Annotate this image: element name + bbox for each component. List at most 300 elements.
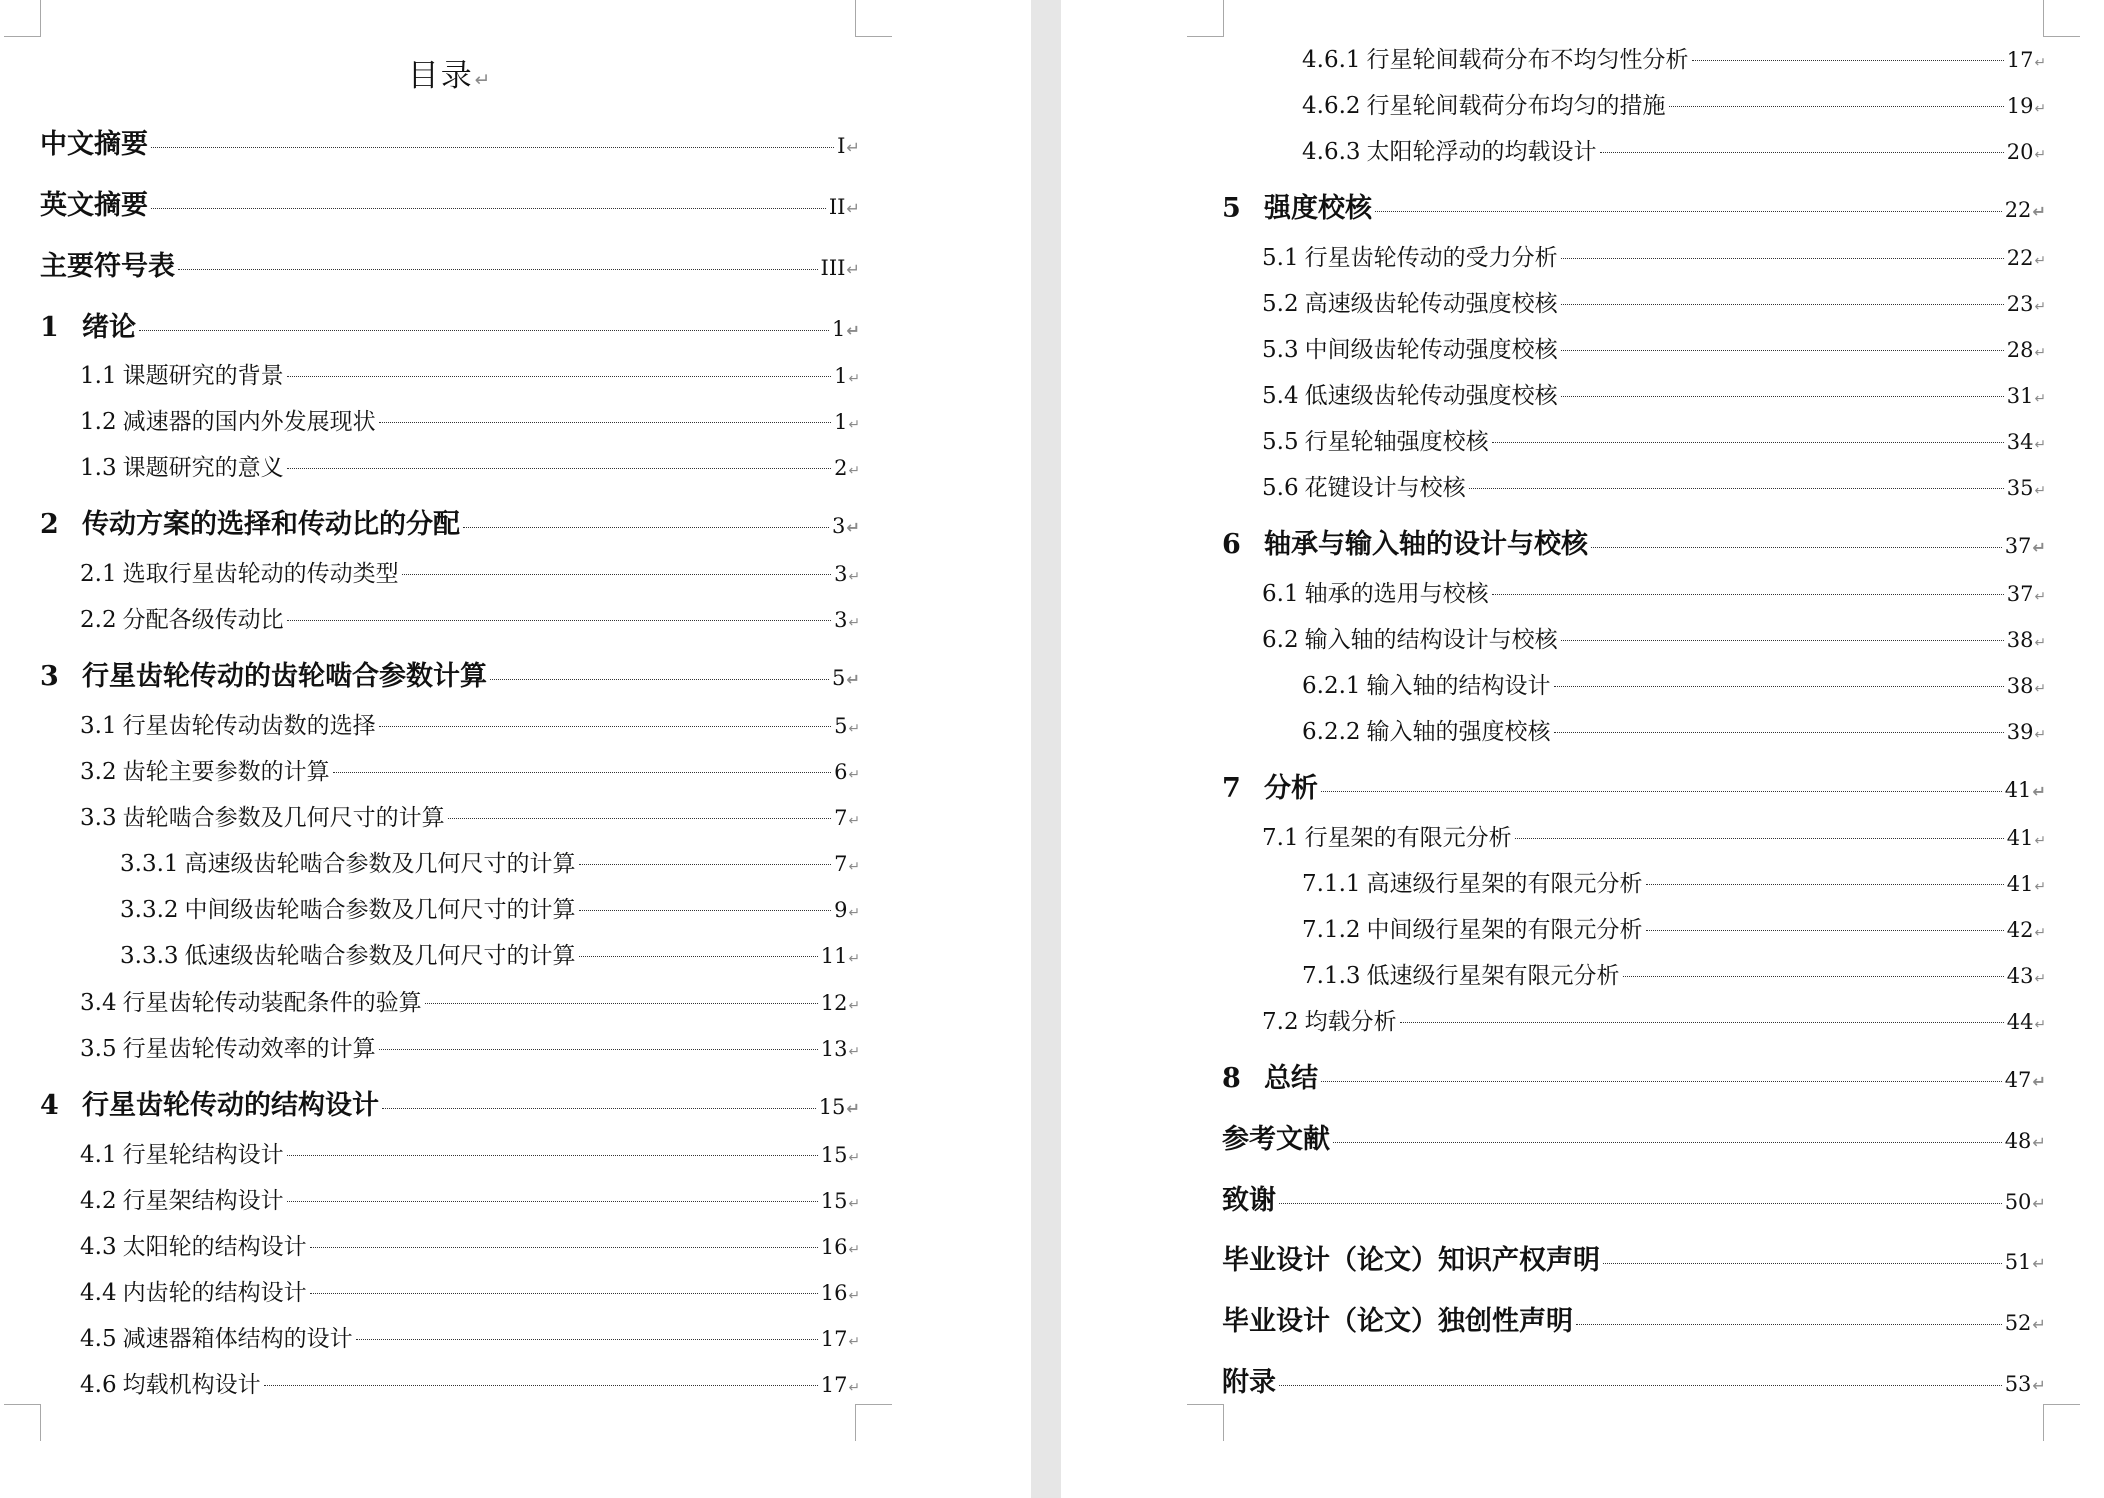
toc-page-number: 34	[2006, 430, 2034, 454]
toc-entry-number: 4.4	[80, 1280, 117, 1306]
toc-dot-leader	[1646, 884, 2004, 885]
toc-dot-leader	[1469, 488, 2004, 489]
toc-page-number: 15	[818, 1095, 846, 1119]
crop-mark	[2043, 1404, 2080, 1441]
toc-page-number: 41	[2004, 778, 2032, 802]
toc-page-number: 16	[820, 1235, 848, 1259]
toc-page-number: 53	[2004, 1372, 2032, 1396]
toc-page-number: 15	[820, 1143, 848, 1167]
toc-entry[interactable]	[40, 661, 860, 692]
toc-entry-number: 6	[1222, 529, 1241, 560]
toc-entry-title: 绪论	[82, 312, 136, 343]
crop-mark	[4, 1404, 41, 1441]
toc-entry-number: 8	[1222, 1063, 1241, 1094]
toc-entry-title: 高速级齿轮啮合参数及几何尺寸的计算	[184, 851, 576, 877]
paragraph-mark: ↵	[846, 670, 860, 689]
toc-entry-number: 1.2	[80, 409, 117, 435]
toc-entry[interactable]	[40, 312, 860, 343]
toc-page-number: III	[820, 256, 846, 280]
toc-dot-leader	[382, 1108, 816, 1109]
toc-dot-leader	[463, 527, 829, 528]
toc-page-number: 38	[2006, 674, 2034, 698]
toc-entry-title: 课题研究的意义	[122, 455, 284, 481]
toc-entry-number: 2.2	[80, 607, 117, 633]
toc-entry-title: 输入轴的结构设计	[1366, 673, 1551, 699]
toc-entry-number: 3.2	[80, 759, 117, 785]
toc-dot-leader	[448, 818, 831, 819]
paragraph-mark: ↵	[848, 463, 860, 479]
toc-entry[interactable]	[40, 509, 860, 540]
toc-entry-number: 3.3	[80, 805, 117, 831]
paragraph-mark: ↵	[848, 1288, 860, 1304]
toc-page-number: I	[837, 134, 846, 158]
toc-entry[interactable]	[80, 713, 860, 739]
toc-entry-title: 行星齿轮传动的结构设计	[82, 1090, 379, 1121]
toc-title: 目录↵	[407, 58, 493, 94]
toc-entry[interactable]	[80, 759, 860, 785]
toc-entry[interactable]	[80, 990, 860, 1016]
toc-dot-leader	[490, 679, 829, 680]
paragraph-mark: ↵	[846, 1099, 860, 1118]
toc-entry-title: 强度校核	[1264, 193, 1372, 224]
toc-dot-leader	[178, 269, 818, 270]
toc-entry-number: 5	[1222, 193, 1241, 224]
toc-entry[interactable]	[120, 851, 860, 877]
toc-entry-number: 5.2	[1262, 291, 1299, 317]
paragraph-mark: ↵	[2034, 391, 2046, 407]
paragraph-mark: ↵	[2032, 538, 2046, 557]
toc-entry[interactable]	[1262, 291, 2046, 317]
toc-dot-leader	[264, 1385, 818, 1386]
toc-entry-number: 6.1	[1262, 581, 1299, 607]
toc-dot-leader	[1646, 930, 2004, 931]
toc-entry-number: 1.3	[80, 455, 117, 481]
toc-entry[interactable]	[1302, 47, 2046, 73]
toc-entry-number: 6.2.2	[1302, 719, 1361, 745]
toc-entry[interactable]	[1302, 139, 2046, 165]
toc-entry-number: 6.2	[1262, 627, 1299, 653]
toc-entry[interactable]	[1262, 581, 2046, 607]
toc-page-number: II	[828, 195, 846, 219]
toc-page-number: 15	[820, 1189, 848, 1213]
toc-page-number: 47	[2004, 1068, 2032, 1092]
toc-entry-title: 行星齿轮传动的齿轮啮合参数计算	[82, 661, 487, 692]
toc-dot-leader	[1279, 1385, 2002, 1386]
toc-page-number: 3	[834, 608, 848, 632]
toc-page-number: 5	[832, 666, 846, 690]
toc-page-number: 39	[2006, 720, 2034, 744]
toc-dot-leader	[1375, 211, 2002, 212]
toc-dot-leader	[287, 1155, 818, 1156]
toc-entry[interactable]	[40, 1090, 860, 1121]
toc-dot-leader	[379, 422, 831, 423]
toc-entry[interactable]	[80, 1372, 860, 1398]
paragraph-mark: ↵	[2034, 971, 2046, 987]
toc-entry[interactable]	[1262, 1009, 2046, 1035]
paragraph-mark: ↵	[2032, 782, 2046, 801]
toc-page-number: 7	[834, 852, 848, 876]
toc-entry[interactable]	[1262, 429, 2046, 455]
paragraph-mark: ↵	[848, 1380, 860, 1396]
toc-entry[interactable]	[80, 1188, 860, 1214]
paragraph-mark: ↵	[2034, 299, 2046, 315]
toc-entry-number: 4.5	[80, 1326, 117, 1352]
paragraph-mark: ↵	[848, 1044, 860, 1060]
toc-entry-title: 行星轮轴强度校核	[1304, 429, 1489, 455]
toc-page-number: 9	[834, 898, 848, 922]
paragraph-mark: ↵	[2034, 253, 2046, 269]
toc-entry[interactable]	[80, 1280, 860, 1306]
paragraph-mark: ↵	[2034, 147, 2046, 163]
paragraph-mark: ↵	[848, 417, 860, 433]
toc-entry-title: 行星轮间载荷分布不均匀性分析	[1366, 47, 1689, 73]
paragraph-mark: ↵	[2034, 345, 2046, 361]
paragraph-mark: ↵	[846, 199, 860, 218]
toc-entry-number: 4.2	[80, 1188, 117, 1214]
toc-entry[interactable]	[1222, 1245, 2046, 1276]
toc-entry-number: 4	[40, 1090, 59, 1121]
toc-entry-number: 5.4	[1262, 383, 1299, 409]
toc-dot-leader	[333, 772, 831, 773]
paragraph-mark: ↵	[848, 1334, 860, 1350]
toc-entry-title: 行星齿轮传动效率的计算	[122, 1036, 376, 1062]
paragraph-mark: ↵	[848, 998, 860, 1014]
toc-entry[interactable]	[1302, 871, 2046, 897]
toc-entry-number: 4.3	[80, 1234, 117, 1260]
toc-entry[interactable]	[80, 1036, 860, 1062]
toc-entry[interactable]	[80, 363, 860, 389]
toc-page-number: 17	[2006, 48, 2034, 72]
paragraph-mark: ↵	[848, 569, 860, 585]
toc-dot-leader	[1561, 258, 2004, 259]
toc-page-number: 23	[2006, 292, 2034, 316]
toc-dot-leader	[1561, 350, 2004, 351]
toc-entry-number: 3.1	[80, 713, 117, 739]
toc-dot-leader	[1279, 1203, 2002, 1204]
paragraph-mark: ↵	[848, 905, 860, 921]
toc-page-number: 1	[832, 317, 846, 341]
paragraph-mark: ↵	[2034, 589, 2046, 605]
toc-entry-title: 低速级齿轮传动强度校核	[1304, 383, 1558, 409]
toc-entry[interactable]	[80, 409, 860, 435]
paragraph-mark: ↵	[848, 859, 860, 875]
toc-page-number: 3	[832, 514, 846, 538]
toc-entry-title: 附录	[1222, 1367, 1276, 1398]
toc-entry-number: 1	[40, 312, 59, 343]
toc-entry-title: 分析	[1264, 773, 1318, 804]
toc-page-number: 22	[2004, 198, 2032, 222]
toc-dot-leader	[310, 1293, 818, 1294]
paragraph-mark: ↵	[2032, 1133, 2046, 1152]
toc-dot-leader	[1603, 1263, 2002, 1264]
toc-entry-title: 课题研究的背景	[122, 363, 284, 389]
paragraph-mark: ↵	[2034, 681, 2046, 697]
toc-entry-number: 5.5	[1262, 429, 1299, 455]
toc-dot-leader	[379, 726, 831, 727]
toc-page-number: 11	[820, 944, 848, 968]
toc-page-number: 43	[2006, 964, 2034, 988]
toc-entry-title: 分配各级传动比	[122, 607, 284, 633]
paragraph-mark: ↵	[2034, 1017, 2046, 1033]
toc-entry[interactable]	[1302, 719, 2046, 745]
paragraph-mark: ↵	[2032, 1376, 2046, 1395]
toc-dot-leader	[287, 376, 831, 377]
toc-dot-leader	[1692, 60, 2004, 61]
toc-entry[interactable]	[1302, 673, 2046, 699]
toc-dot-leader	[1561, 396, 2004, 397]
toc-entry-title: 太阳轮的结构设计	[122, 1234, 307, 1260]
toc-entry-title: 参考文献	[1222, 1124, 1330, 1155]
toc-dot-leader	[287, 468, 831, 469]
toc-entry[interactable]	[40, 190, 860, 221]
toc-entry[interactable]	[1222, 1124, 2046, 1155]
paragraph-mark: ↵	[846, 321, 860, 340]
toc-entry-title: 中间级行星架的有限元分析	[1366, 917, 1643, 943]
toc-dot-leader	[151, 208, 826, 209]
paragraph-mark: ↵	[2034, 635, 2046, 651]
toc-page-number: 19	[2006, 94, 2034, 118]
toc-dot-leader	[310, 1247, 818, 1248]
toc-entry-title: 齿轮啮合参数及几何尺寸的计算	[122, 805, 445, 831]
paragraph-mark: ↵	[2034, 437, 2046, 453]
toc-entry-number: 7.2	[1262, 1009, 1299, 1035]
paragraph-mark: ↵	[846, 518, 860, 537]
toc-entry[interactable]	[1262, 627, 2046, 653]
toc-page-number: 13	[820, 1037, 848, 1061]
toc-entry[interactable]	[80, 805, 860, 831]
paragraph-mark: ↵	[2034, 727, 2046, 743]
crop-mark	[855, 1404, 892, 1441]
toc-dot-leader	[579, 956, 818, 957]
paragraph-mark: ↵	[848, 371, 860, 387]
toc-page-number: 12	[820, 991, 848, 1015]
toc-entry-title: 输入轴的强度校核	[1366, 719, 1551, 745]
toc-entry-number: 5.3	[1262, 337, 1299, 363]
paragraph-mark: ↵	[2032, 1072, 2046, 1091]
toc-entry[interactable]	[1262, 245, 2046, 271]
toc-entry[interactable]	[1302, 93, 2046, 119]
toc-entry-number: 4.6	[80, 1372, 117, 1398]
toc-entry[interactable]	[40, 251, 860, 282]
paragraph-mark: ↵	[2034, 483, 2046, 499]
toc-page-number: 20	[2006, 140, 2034, 164]
toc-dot-leader	[1333, 1142, 2002, 1143]
toc-entry-number: 7.1.3	[1302, 963, 1361, 989]
toc-entry-title: 行星轮结构设计	[122, 1142, 284, 1168]
toc-entry-title: 致谢	[1222, 1185, 1276, 1216]
document-page-left	[0, 0, 1031, 1498]
toc-entry-number: 1.1	[80, 363, 117, 389]
toc-page-number: 50	[2004, 1190, 2032, 1214]
toc-page-number: 31	[2006, 384, 2034, 408]
toc-dot-leader	[379, 1049, 818, 1050]
toc-entry-title: 均载机构设计	[122, 1372, 261, 1398]
toc-entry-title: 毕业设计（论文）独创性声明	[1222, 1306, 1573, 1337]
paragraph-mark: ↵	[2034, 833, 2046, 849]
toc-entry-title: 齿轮主要参数的计算	[122, 759, 330, 785]
toc-entry-number: 4.6.3	[1302, 139, 1361, 165]
toc-page-number: 1	[834, 410, 848, 434]
toc-entry[interactable]	[1262, 383, 2046, 409]
toc-entry[interactable]	[1222, 193, 2046, 224]
toc-entry-title: 减速器的国内外发展现状	[122, 409, 376, 435]
crop-mark	[855, 0, 892, 37]
toc-entry-title: 行星架结构设计	[122, 1188, 284, 1214]
paragraph-mark: ↵	[848, 1150, 860, 1166]
toc-page-number: 52	[2004, 1311, 2032, 1335]
paragraph-mark: ↵	[2032, 1315, 2046, 1334]
toc-page-number: 17	[820, 1373, 848, 1397]
toc-entry[interactable]	[1222, 1185, 2046, 1216]
toc-page-number: 37	[2006, 582, 2034, 606]
toc-dot-leader	[151, 147, 834, 148]
toc-entry-number: 3.3.2	[120, 897, 179, 923]
paragraph-mark: ↵	[848, 767, 860, 783]
toc-dot-leader	[579, 864, 832, 865]
toc-entry[interactable]	[1302, 963, 2046, 989]
toc-entry-title: 行星齿轮传动装配条件的验算	[122, 990, 422, 1016]
toc-dot-leader	[287, 620, 831, 621]
toc-entry-title: 中文摘要	[40, 129, 148, 160]
toc-dot-leader	[402, 574, 831, 575]
document-page-right	[1061, 0, 2104, 1498]
paragraph-mark: ↵	[2034, 101, 2046, 117]
toc-entry[interactable]	[1262, 475, 2046, 501]
paragraph-mark: ↵	[848, 813, 860, 829]
toc-dot-leader	[1321, 1081, 2002, 1082]
toc-page-number: 1	[834, 364, 848, 388]
toc-dot-leader	[1554, 732, 2004, 733]
toc-entry-title: 内齿轮的结构设计	[122, 1280, 307, 1306]
paragraph-mark: ↵	[846, 138, 860, 157]
toc-entry-title: 毕业设计（论文）知识产权声明	[1222, 1245, 1600, 1276]
toc-dot-leader	[1591, 547, 2002, 548]
toc-dot-leader	[287, 1201, 818, 1202]
toc-entry[interactable]	[80, 607, 860, 633]
toc-entry[interactable]	[80, 1326, 860, 1352]
paragraph-mark: ↵	[848, 615, 860, 631]
toc-entry[interactable]	[80, 1234, 860, 1260]
paragraph-mark: ↵	[848, 1242, 860, 1258]
toc-entry-number: 7.1.2	[1302, 917, 1361, 943]
toc-dot-leader	[1561, 640, 2004, 641]
toc-entry-number: 2	[40, 509, 59, 540]
toc-entry-title: 低速级行星架有限元分析	[1366, 963, 1620, 989]
toc-dot-leader	[1669, 106, 2004, 107]
toc-dot-leader	[356, 1339, 818, 1340]
toc-entry-number: 3	[40, 661, 59, 692]
toc-entry[interactable]	[1302, 917, 2046, 943]
toc-dot-leader	[1400, 1022, 2004, 1023]
toc-entry-title: 高速级齿轮传动强度校核	[1304, 291, 1558, 317]
toc-entry-title: 中间级齿轮传动强度校核	[1304, 337, 1558, 363]
crop-mark	[1187, 0, 1224, 37]
toc-entry-title: 行星齿轮传动的受力分析	[1304, 245, 1558, 271]
toc-entry[interactable]	[1262, 337, 2046, 363]
toc-page-number: 5	[834, 714, 848, 738]
toc-entry-title: 轴承与输入轴的设计与校核	[1264, 529, 1588, 560]
toc-entry[interactable]	[40, 129, 860, 160]
toc-entry-title: 中间级齿轮啮合参数及几何尺寸的计算	[184, 897, 576, 923]
toc-dot-leader	[1492, 594, 2004, 595]
toc-page-number: 7	[834, 806, 848, 830]
toc-entry-title: 高速级行星架的有限元分析	[1366, 871, 1643, 897]
paragraph-mark: ↵	[2034, 925, 2046, 941]
toc-entry-title: 传动方案的选择和传动比的分配	[82, 509, 460, 540]
paragraph-mark: ↵	[848, 1196, 860, 1212]
toc-entry-title: 太阳轮浮动的均载设计	[1366, 139, 1597, 165]
toc-entry-number: 3.5	[80, 1036, 117, 1062]
paragraph-mark: ↵	[2032, 1194, 2046, 1213]
toc-entry-title: 英文摘要	[40, 190, 148, 221]
toc-page-number: 16	[820, 1281, 848, 1305]
toc-entry[interactable]	[1222, 773, 2046, 804]
toc-page-number: 38	[2006, 628, 2034, 652]
crop-mark	[1187, 1404, 1224, 1441]
paragraph-mark: ↵	[848, 951, 860, 967]
toc-dot-leader	[425, 1003, 818, 1004]
toc-dot-leader	[1554, 686, 2004, 687]
toc-entry-number: 3.3.3	[120, 943, 179, 969]
toc-page-number: 51	[2004, 1250, 2032, 1274]
toc-entry-title: 低速级齿轮啮合参数及几何尺寸的计算	[184, 943, 576, 969]
toc-entry-title: 总结	[1264, 1063, 1318, 1094]
toc-dot-leader	[1515, 838, 2004, 839]
toc-entry[interactable]	[120, 943, 860, 969]
toc-entry[interactable]	[1222, 1306, 2046, 1337]
toc-entry[interactable]	[1262, 825, 2046, 851]
toc-dot-leader	[1321, 791, 2002, 792]
toc-entry-number: 3.4	[80, 990, 117, 1016]
toc-page-number: 3	[834, 562, 848, 586]
toc-entry-number: 7	[1222, 773, 1241, 804]
toc-entry[interactable]	[1222, 1063, 2046, 1094]
toc-entry-number: 4.1	[80, 1142, 117, 1168]
toc-entry[interactable]	[1222, 529, 2046, 560]
toc-dot-leader	[1623, 976, 2004, 977]
crop-mark	[4, 0, 41, 37]
toc-entry-title: 减速器箱体结构的设计	[122, 1326, 353, 1352]
toc-dot-leader	[1576, 1324, 2002, 1325]
toc-entry-number: 4.6.2	[1302, 93, 1361, 119]
paragraph-mark: ↵	[2032, 1254, 2046, 1273]
toc-dot-leader	[579, 910, 832, 911]
paragraph-mark: ↵	[846, 260, 860, 279]
paragraph-mark: ↵	[2034, 55, 2046, 71]
toc-page-number: 35	[2006, 476, 2034, 500]
toc-entry[interactable]	[80, 561, 860, 587]
toc-entry[interactable]	[80, 1142, 860, 1168]
toc-entry-title: 主要符号表	[40, 251, 175, 282]
toc-page-number: 48	[2004, 1129, 2032, 1153]
toc-entry-title: 行星齿轮传动齿数的选择	[122, 713, 376, 739]
crop-mark	[2043, 0, 2080, 37]
toc-entry-number: 7.1.1	[1302, 871, 1361, 897]
toc-entry-number: 7.1	[1262, 825, 1299, 851]
toc-entry[interactable]	[120, 897, 860, 923]
toc-page-number: 22	[2006, 246, 2034, 270]
toc-entry[interactable]	[1222, 1367, 2046, 1398]
toc-page-number: 44	[2006, 1010, 2034, 1034]
paragraph-mark: ↵	[2034, 879, 2046, 895]
toc-entry-number: 5.6	[1262, 475, 1299, 501]
toc-entry-title: 花键设计与校核	[1304, 475, 1466, 501]
toc-page-number: 28	[2006, 338, 2034, 362]
toc-entry-title: 均载分析	[1304, 1009, 1397, 1035]
toc-entry-number: 3.3.1	[120, 851, 179, 877]
toc-page-number: 41	[2006, 826, 2034, 850]
toc-entry[interactable]	[80, 455, 860, 481]
